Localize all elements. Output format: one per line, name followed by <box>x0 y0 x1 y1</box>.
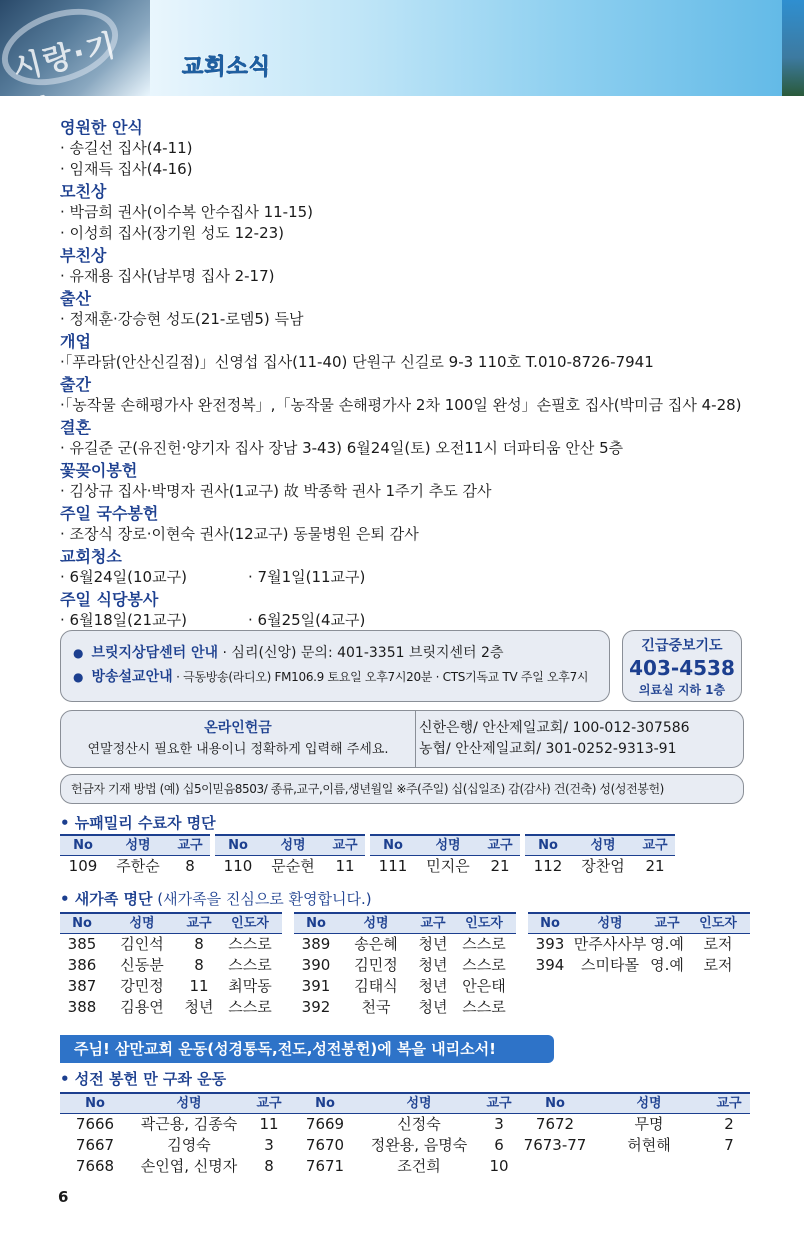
news-item: · 이성희 집사(장기원 성도 12-23) <box>60 224 285 242</box>
table-cell: 문순현 <box>271 857 315 875</box>
prayer-phone: 403-4538 <box>629 656 735 680</box>
table-cell: 장찬엄 <box>581 857 625 875</box>
header-cell: 교구 <box>487 838 513 853</box>
header-cell: 교구 <box>642 838 668 853</box>
section-title: 결혼 <box>60 418 91 437</box>
section-title: 출간 <box>60 375 91 394</box>
bullet-dot-icon: ● <box>73 646 84 660</box>
header-cell: 교구 <box>177 838 203 853</box>
table-row <box>60 976 282 997</box>
news-item: · 7월1일(11교구) <box>248 568 366 586</box>
table-cell: 394 <box>535 956 565 974</box>
section-title: 출산 <box>60 289 91 308</box>
table-row <box>528 955 750 976</box>
header-cell: 교구 <box>420 916 446 931</box>
table-cell: 11 <box>259 1115 279 1133</box>
newcomers-heading <box>60 888 372 909</box>
table-row <box>294 955 516 976</box>
table-cell: 386 <box>67 956 97 974</box>
header-cell: 교구 <box>486 1096 512 1111</box>
table-cell: 8 <box>264 1157 274 1175</box>
table-cell: 강민정 <box>120 977 164 995</box>
table-cell: 111 <box>378 857 408 875</box>
table-header <box>60 912 282 934</box>
prayer-label: 긴급중보기도 <box>641 638 723 654</box>
header-cell: No <box>228 838 248 853</box>
table-cell: 스스로 <box>462 935 506 953</box>
table-header <box>525 834 675 856</box>
news-item: · 박금희 권사(이수복 안수집사 11-15) <box>60 203 314 221</box>
header-cell: 인도자 <box>465 916 503 931</box>
table-row <box>290 1135 520 1156</box>
broadcast-body: · 극동방송(라디오) FM106.9 토요일 오후7시20분 · CTS기독교 TV 주일 오후7시 <box>172 670 589 684</box>
news-item: · 6월25일(4교구) <box>248 611 366 629</box>
online-giving-desc: 연말정산시 필요한 내용이니 정확하게 입력해 주세요. <box>87 742 389 757</box>
prayer-box <box>622 630 742 702</box>
table-cell: 김용연 <box>120 998 164 1016</box>
table-group <box>60 912 282 1018</box>
table-row <box>60 934 282 955</box>
header-cell: No <box>306 916 326 931</box>
news-item: · 조장식 장로·이현숙 권사(12교구) 동물병원 은퇴 감사 <box>60 525 419 543</box>
table-row <box>294 997 516 1018</box>
table-cell: 387 <box>67 977 97 995</box>
table-cell: 스스로 <box>462 998 506 1016</box>
table-cell: 김영숙 <box>167 1136 211 1154</box>
counsel-head: 브릿지상담센터 안내 <box>91 645 219 661</box>
table-cell: 21 <box>645 857 665 875</box>
header-cell: 성명 <box>597 916 623 931</box>
table-cell: 11 <box>335 857 355 875</box>
table-cell: 109 <box>68 857 98 875</box>
section-title: 영원한 안식 <box>60 118 143 137</box>
online-giving-title: 온라인헌금 <box>204 720 272 736</box>
table-group <box>290 1092 520 1177</box>
header-cell: No <box>73 838 93 853</box>
table-group <box>370 834 520 877</box>
newcomers-note: (새가족을 진심으로 환영합니다.) <box>152 890 372 908</box>
table-cell: 청년 <box>418 956 448 974</box>
table-group <box>525 834 675 877</box>
section-title: 교회청소 <box>60 547 122 566</box>
section-title: 부친상 <box>60 246 107 265</box>
table-cell: 10 <box>489 1157 509 1175</box>
header-cell: 성명 <box>406 1096 432 1111</box>
header-cell: 교구 <box>332 838 358 853</box>
table-cell: 영.예 <box>650 956 684 974</box>
header-cell: No <box>545 1096 565 1111</box>
table-cell: 무명 <box>634 1115 664 1133</box>
table-cell: 청년 <box>418 998 448 1016</box>
online-giving-divider <box>415 711 416 767</box>
table-cell: 김민정 <box>354 956 398 974</box>
table-row <box>60 997 282 1018</box>
table-cell: 손인엽, 신명자 <box>140 1157 238 1175</box>
giving-method-box: 헌금자 기재 방법 (예) 십5이믿음8503/ 종류,교구,이름,생년월일 ※주(주일) 십(십일조) 감(감사) 건(건축) 성(성전봉헌) <box>60 774 744 804</box>
table-cell: 390 <box>301 956 331 974</box>
table-cell: 7668 <box>75 1157 115 1175</box>
table-cell: 7669 <box>305 1115 345 1133</box>
table-cell: 388 <box>67 998 97 1016</box>
header-cell: 교구 <box>186 916 212 931</box>
news-item: · 임재득 집사(4-16) <box>60 160 193 178</box>
table-cell: 청년 <box>418 977 448 995</box>
table-header <box>528 912 750 934</box>
table-row <box>520 1135 750 1156</box>
table-row <box>60 955 282 976</box>
sanctuary-title: • 성전 봉헌 만 구좌 운동 <box>60 1070 227 1088</box>
table-row <box>60 1156 290 1177</box>
table-cell: 천국 <box>361 998 391 1016</box>
header-cell: 성명 <box>435 838 461 853</box>
table-header <box>60 1092 290 1114</box>
info-box <box>60 630 610 702</box>
table-cell: 스스로 <box>228 998 272 1016</box>
section-title: 모친상 <box>60 182 107 201</box>
header-cell: No <box>538 838 558 853</box>
header-cell: 성명 <box>280 838 306 853</box>
header-cell: 교구 <box>716 1096 742 1111</box>
table-cell: 송은혜 <box>354 935 398 953</box>
table-cell: 8 <box>194 956 204 974</box>
table-cell: 112 <box>533 857 563 875</box>
table-header <box>215 834 365 856</box>
table-row <box>525 856 675 877</box>
table-row <box>215 856 365 877</box>
table-cell: 안은태 <box>462 977 506 995</box>
header-cell: 교구 <box>256 1096 282 1111</box>
table-row <box>60 1114 290 1135</box>
prayer-location: 의료실 지하 1층 <box>638 683 726 697</box>
table-cell: 김태식 <box>354 977 398 995</box>
header-cell: No <box>383 838 403 853</box>
table-cell: 최막동 <box>228 977 272 995</box>
header-cell: No <box>315 1096 335 1111</box>
news-item: · 6월18일(21교구) <box>60 611 187 629</box>
table-cell: 11 <box>189 977 209 995</box>
section-title: 주일 국수봉헌 <box>60 504 159 523</box>
table-cell: 주한순 <box>116 857 160 875</box>
table-row <box>290 1114 520 1135</box>
online-giving-accounts <box>419 718 690 760</box>
header-cell: 인도자 <box>699 916 737 931</box>
table-cell: 청년 <box>184 998 214 1016</box>
table-cell: 385 <box>67 935 97 953</box>
table-cell: 스스로 <box>228 956 272 974</box>
table-cell: 로저 <box>703 935 733 953</box>
table-cell: 곽근용, 김종숙 <box>140 1115 238 1133</box>
header-cell: No <box>85 1096 105 1111</box>
table-group <box>520 1092 750 1156</box>
table-cell: 스미타몰 <box>581 956 639 974</box>
counsel-body: · 심리(신앙) 문의: 401-3351 브릿지센터 2층 <box>218 645 504 661</box>
table-row <box>528 934 750 955</box>
header-cell: 성명 <box>636 1096 662 1111</box>
table-row <box>294 934 516 955</box>
table-cell: 신동분 <box>120 956 164 974</box>
table-header <box>370 834 520 856</box>
table-header <box>290 1092 520 1114</box>
broadcast-row <box>73 665 597 689</box>
table-cell: 로저 <box>703 956 733 974</box>
table-row <box>294 976 516 997</box>
table-cell: 정완용, 음명숙 <box>370 1136 468 1154</box>
table-cell: 청년 <box>418 935 448 953</box>
header-cell: No <box>72 916 92 931</box>
news-item: ·「푸라닭(안산신길점)」신영섭 집사(11-40) 단원구 신길로 9-3 110호 T.010-8726-7941 <box>60 353 654 371</box>
new-family-title: • 뉴패밀리 수료자 명단 <box>60 814 216 832</box>
page-number: 6 <box>58 1188 69 1206</box>
news-item: · 6월24일(10교구) <box>60 568 187 586</box>
table-group <box>60 834 210 877</box>
table-cell: 스스로 <box>462 956 506 974</box>
table-row <box>60 1135 290 1156</box>
table-cell: 7667 <box>75 1136 115 1154</box>
section-title: 주일 식당봉사 <box>60 590 159 609</box>
section-items <box>60 610 780 631</box>
broadcast-head: 방송설교안내 <box>91 669 173 685</box>
counsel-row <box>73 641 597 665</box>
page-title: 교회소식 <box>182 55 272 80</box>
table-cell: 3 <box>264 1136 274 1154</box>
online-giving-left <box>61 711 415 767</box>
table-cell: 7672 <box>535 1115 575 1133</box>
table-row <box>520 1114 750 1135</box>
section-title: 꽃꽂이봉헌 <box>60 461 138 480</box>
table-cell: 7673-77 <box>523 1136 587 1154</box>
table-cell: 391 <box>301 977 331 995</box>
table-cell: 8 <box>185 857 195 875</box>
table-cell: 389 <box>301 935 331 953</box>
header-photo-text: 시랑·기도 <box>9 27 121 130</box>
table-cell: 영.예 <box>650 935 684 953</box>
table-cell: 110 <box>223 857 253 875</box>
table-cell: 393 <box>535 935 565 953</box>
news-item: · 유길준 군(유진헌·양기자 집사 장남 3-43) 6월24일(토) 오전11시 더파티움 안산 5층 <box>60 439 624 457</box>
news-item: ·「농작물 손해평가사 완전정복」,「농작물 손해평가사 2차 100일 완성」손필호 집사(박미금 집사 4-28) <box>60 396 742 414</box>
online-giving-box <box>60 710 744 768</box>
table-cell: 6 <box>494 1136 504 1154</box>
section-items <box>60 567 780 588</box>
header-cell: 성명 <box>590 838 616 853</box>
table-cell: 3 <box>494 1115 504 1133</box>
table-header <box>60 834 210 856</box>
table-group <box>294 912 516 1018</box>
table-cell: 8 <box>194 935 204 953</box>
table-group <box>60 1092 290 1177</box>
bullet-dot-icon: ● <box>73 670 84 684</box>
table-cell: 392 <box>301 998 331 1016</box>
table-cell: 7671 <box>305 1157 345 1175</box>
table-cell: 허현해 <box>627 1136 671 1154</box>
campaign-banner: 주님! 삼만교회 운동(성경통독,전도,성전봉헌)에 복을 내리소서! <box>60 1035 554 1063</box>
header-cell: 성명 <box>129 916 155 931</box>
table-cell: 7670 <box>305 1136 345 1154</box>
table-row <box>60 856 210 877</box>
header-cell: No <box>540 916 560 931</box>
section-title: 개업 <box>60 332 91 351</box>
header-cell: 성명 <box>125 838 151 853</box>
news-item: · 정재훈·강승현 성도(21-로뎀5) 득남 <box>60 310 304 328</box>
bank-account-nonghyup: 농협/ 안산제일교회/ 301-0252-9313-91 <box>419 741 677 757</box>
header-cell: 인도자 <box>231 916 269 931</box>
table-row <box>290 1156 520 1177</box>
table-header <box>294 912 516 934</box>
table-cell: 김인석 <box>120 935 164 953</box>
table-cell: 신정숙 <box>397 1115 441 1133</box>
table-cell: 만주사사부 <box>573 935 647 953</box>
newcomers-title: • 새가족 명단 <box>60 890 153 908</box>
table-header <box>520 1092 750 1114</box>
table-row <box>370 856 520 877</box>
table-group <box>528 912 750 976</box>
table-cell: 2 <box>724 1115 734 1133</box>
table-cell: 조건희 <box>397 1157 441 1175</box>
table-group <box>215 834 365 877</box>
news-item: · 김상규 집사·박명자 권사(1교구) 故 박종학 권사 1주기 추도 감사 <box>60 482 492 500</box>
table-cell: 7 <box>724 1136 734 1154</box>
header-cell: 성명 <box>176 1096 202 1111</box>
header-corner-photo <box>782 0 804 96</box>
news-list <box>60 116 780 631</box>
table-cell: 스스로 <box>228 935 272 953</box>
news-item: · 유재용 집사(남부명 집사 2-17) <box>60 267 275 285</box>
table-cell: 7666 <box>75 1115 115 1133</box>
table-cell: 21 <box>490 857 510 875</box>
bank-account-shinhan: 신한은행/ 안산제일교회/ 100-012-307586 <box>419 720 690 736</box>
header-cell: 교구 <box>654 916 680 931</box>
header-cell: 성명 <box>363 916 389 931</box>
news-item: · 송길선 집사(4-11) <box>60 139 193 157</box>
table-cell: 민지은 <box>426 857 470 875</box>
